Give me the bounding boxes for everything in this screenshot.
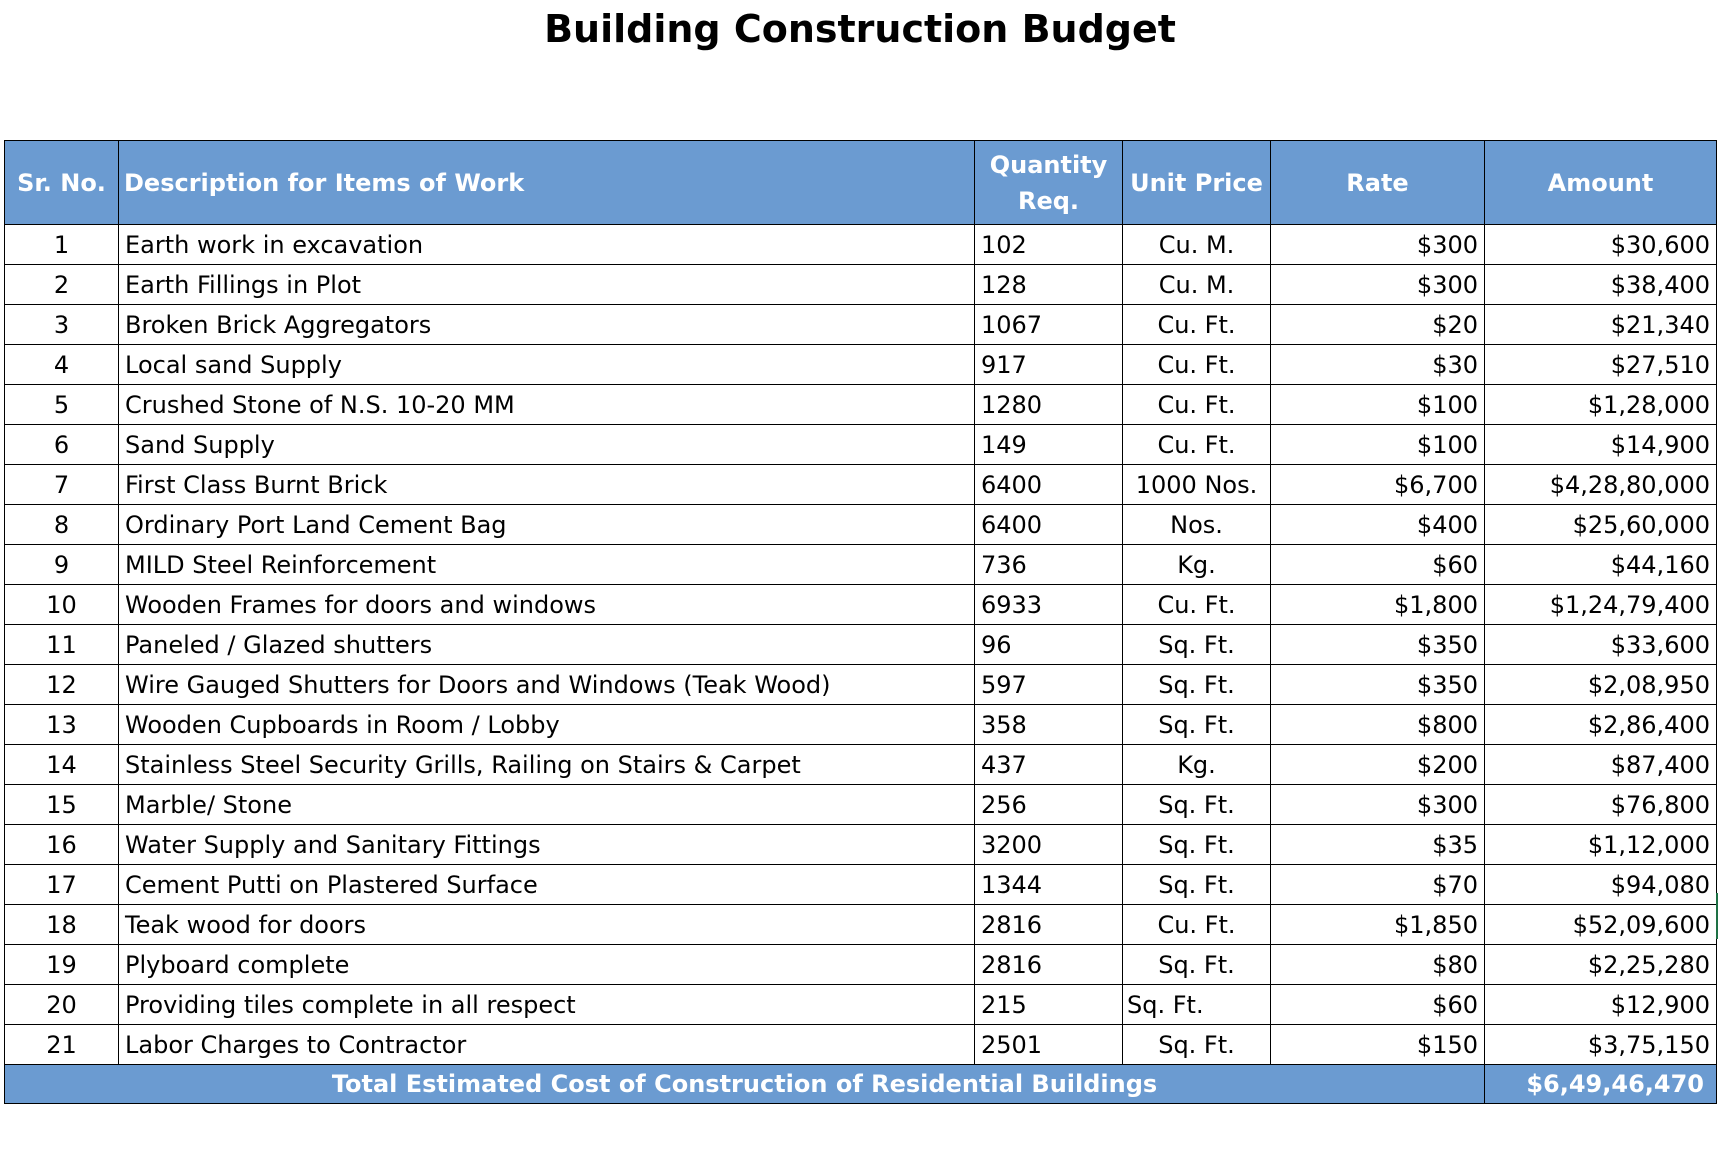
cell-amount[interactable]: $12,900	[1485, 985, 1717, 1025]
cell-rate[interactable]: $300	[1271, 225, 1485, 265]
header-description[interactable]: Description for Items of Work	[119, 141, 975, 225]
cell-rate[interactable]: $800	[1271, 705, 1485, 745]
cell-amount[interactable]: $27,510	[1485, 345, 1717, 385]
cell-sr-no[interactable]: 7	[5, 465, 119, 505]
table-row	[5, 225, 1717, 265]
cell-amount[interactable]: $2,86,400	[1485, 705, 1717, 745]
cell-rate[interactable]: $60	[1271, 985, 1485, 1025]
cell-sr-no[interactable]: 2	[5, 265, 119, 305]
cell-amount[interactable]: $3,75,150	[1485, 1025, 1717, 1065]
cell-rate[interactable]: $400	[1271, 505, 1485, 545]
cell-sr-no[interactable]: 14	[5, 745, 119, 785]
cell-unit-price[interactable]: Sq. Ft.	[1123, 945, 1271, 985]
cell-sr-no[interactable]: 9	[5, 545, 119, 585]
cell-rate[interactable]: $70	[1271, 865, 1485, 905]
table-row	[5, 905, 1717, 945]
cell-sr-no[interactable]: 19	[5, 945, 119, 985]
table-row	[5, 305, 1717, 345]
total-row	[5, 1065, 1717, 1104]
cell-description[interactable]: Labor Charges to Contractor	[119, 1025, 975, 1065]
table-row	[5, 625, 1717, 665]
budget-table	[4, 140, 1717, 1104]
table-row	[5, 705, 1717, 745]
cell-sr-no[interactable]: 13	[5, 705, 119, 745]
cell-amount[interactable]: $2,25,280	[1485, 945, 1717, 985]
cell-sr-no[interactable]: 20	[5, 985, 119, 1025]
cell-quantity[interactable]: 2816	[975, 905, 1123, 945]
cell-sr-no[interactable]: 5	[5, 385, 119, 425]
page-title: Building Construction Budget	[544, 7, 1176, 51]
cell-unit-price[interactable]: 1000 Nos.	[1123, 465, 1271, 505]
cell-rate[interactable]: $1,850	[1271, 905, 1485, 945]
cell-unit-price[interactable]: Sq. Ft.	[1123, 825, 1271, 865]
cell-description[interactable]: Earth work in excavation	[119, 225, 975, 265]
cell-rate[interactable]: $35	[1271, 825, 1485, 865]
cell-amount[interactable]: $38,400	[1485, 265, 1717, 305]
cell-description[interactable]: MILD Steel Reinforcement	[119, 545, 975, 585]
table-row	[5, 985, 1717, 1025]
cell-unit-price[interactable]: Kg.	[1123, 745, 1271, 785]
cell-rate[interactable]: $100	[1271, 425, 1485, 465]
cell-quantity[interactable]: 149	[975, 425, 1123, 465]
header-sr-no[interactable]: Sr. No.	[5, 141, 119, 225]
cell-rate[interactable]: $300	[1271, 265, 1485, 305]
cell-quantity[interactable]: 2501	[975, 1025, 1123, 1065]
cell-sr-no[interactable]: 16	[5, 825, 119, 865]
cell-description[interactable]: Wire Gauged Shutters for Doors and Windows (Teak Wood)	[119, 665, 975, 705]
cell-quantity[interactable]: 2816	[975, 945, 1123, 985]
cell-sr-no[interactable]: 3	[5, 305, 119, 345]
cell-rate[interactable]: $80	[1271, 945, 1485, 985]
cell-rate[interactable]: $1,800	[1271, 585, 1485, 625]
cell-quantity[interactable]: 6400	[975, 505, 1123, 545]
cell-description[interactable]: Broken Brick Aggregators	[119, 305, 975, 345]
cell-description[interactable]: Wooden Frames for doors and windows	[119, 585, 975, 625]
cell-amount[interactable]: $76,800	[1485, 785, 1717, 825]
cell-amount[interactable]: $1,12,000	[1485, 825, 1717, 865]
cell-quantity[interactable]: 1344	[975, 865, 1123, 905]
cell-quantity[interactable]: 1280	[975, 385, 1123, 425]
cell-quantity[interactable]: 215	[975, 985, 1123, 1025]
cell-amount[interactable]: $30,600	[1485, 225, 1717, 265]
cell-description[interactable]: Crushed Stone of N.S. 10-20 MM	[119, 385, 975, 425]
cell-unit-price[interactable]: Sq. Ft.	[1123, 665, 1271, 705]
cell-sr-no[interactable]: 11	[5, 625, 119, 665]
cell-unit-price[interactable]: Sq. Ft.	[1123, 785, 1271, 825]
cell-rate[interactable]: $20	[1271, 305, 1485, 345]
cell-description[interactable]: Local sand Supply	[119, 345, 975, 385]
cell-quantity[interactable]: 6400	[975, 465, 1123, 505]
table-row	[5, 1025, 1717, 1065]
cell-unit-price[interactable]: Cu. Ft.	[1123, 585, 1271, 625]
cell-description[interactable]: Ordinary Port Land Cement Bag	[119, 505, 975, 545]
cell-amount[interactable]: $21,340	[1485, 305, 1717, 345]
cell-unit-price[interactable]: Cu. Ft.	[1123, 385, 1271, 425]
total-amount[interactable]: $6,49,46,470	[1485, 1065, 1717, 1104]
cell-quantity[interactable]: 358	[975, 705, 1123, 745]
header-rate[interactable]: Rate	[1271, 141, 1485, 225]
cell-unit-price[interactable]: Sq. Ft.	[1123, 625, 1271, 665]
cell-unit-price[interactable]: Cu. M.	[1123, 225, 1271, 265]
cell-unit-price[interactable]: Sq. Ft.	[1123, 705, 1271, 745]
table-row	[5, 265, 1717, 305]
cell-amount[interactable]: $14,900	[1485, 425, 1717, 465]
cell-unit-price[interactable]: Sq. Ft.	[1123, 985, 1271, 1025]
cell-sr-no[interactable]: 1	[5, 225, 119, 265]
cell-quantity[interactable]: 597	[975, 665, 1123, 705]
cell-quantity[interactable]: 6933	[975, 585, 1123, 625]
table-row	[5, 665, 1717, 705]
cell-amount[interactable]: $87,400	[1485, 745, 1717, 785]
cell-amount[interactable]: $52,09,600	[1485, 905, 1717, 945]
table-row	[5, 465, 1717, 505]
cell-quantity[interactable]: 128	[975, 265, 1123, 305]
cell-unit-price[interactable]: Sq. Ft.	[1123, 1025, 1271, 1065]
cell-amount[interactable]: $1,24,79,400	[1485, 585, 1717, 625]
cell-sr-no[interactable]: 12	[5, 665, 119, 705]
cell-amount[interactable]: $94,080	[1485, 865, 1717, 905]
table-row	[5, 385, 1717, 425]
header-quantity-line2: Req.	[1017, 186, 1080, 215]
header-quantity-line1: Quantity	[989, 150, 1108, 179]
table-row	[5, 585, 1717, 625]
cell-quantity[interactable]: 437	[975, 745, 1123, 785]
cell-unit-price[interactable]: Cu. Ft.	[1123, 905, 1271, 945]
cell-sr-no[interactable]: 10	[5, 585, 119, 625]
cell-description[interactable]: Sand Supply	[119, 425, 975, 465]
cell-amount[interactable]: $25,60,000	[1485, 505, 1717, 545]
cell-unit-price[interactable]: Cu. Ft.	[1123, 345, 1271, 385]
cell-description[interactable]: Earth Fillings in Plot	[119, 265, 975, 305]
header-unit-price[interactable]: Unit Price	[1123, 141, 1271, 225]
header-row	[5, 141, 1717, 225]
cell-sr-no[interactable]: 8	[5, 505, 119, 545]
cell-sr-no[interactable]: 4	[5, 345, 119, 385]
cell-description[interactable]: First Class Burnt Brick	[119, 465, 975, 505]
table-row	[5, 825, 1717, 865]
cell-quantity[interactable]: 256	[975, 785, 1123, 825]
cell-sr-no[interactable]: 21	[5, 1025, 119, 1065]
table-row	[5, 345, 1717, 385]
cell-description[interactable]: Plyboard complete	[119, 945, 975, 985]
cell-amount[interactable]: $33,600	[1485, 625, 1717, 665]
header-amount[interactable]: Amount	[1485, 141, 1717, 225]
table-row	[5, 505, 1717, 545]
cell-rate[interactable]: $350	[1271, 625, 1485, 665]
cell-quantity[interactable]: 736	[975, 545, 1123, 585]
cell-sr-no[interactable]: 18	[5, 905, 119, 945]
cell-description[interactable]: Water Supply and Sanitary Fittings	[119, 825, 975, 865]
cell-amount[interactable]: $44,160	[1485, 545, 1717, 585]
cell-amount[interactable]: $2,08,950	[1485, 665, 1717, 705]
cell-description[interactable]: Stainless Steel Security Grills, Railing on Stairs & Carpet	[119, 745, 975, 785]
table-row	[5, 865, 1717, 905]
cell-unit-price[interactable]: Nos.	[1123, 505, 1271, 545]
cell-description[interactable]: Cement Putti on Plastered Surface	[119, 865, 975, 905]
cell-description[interactable]: Providing tiles complete in all respect	[119, 985, 975, 1025]
table-row	[5, 545, 1717, 585]
cell-rate[interactable]: $200	[1271, 745, 1485, 785]
cell-description[interactable]: Paneled / Glazed shutters	[119, 625, 975, 665]
cell-quantity[interactable]: 3200	[975, 825, 1123, 865]
cell-description[interactable]: Marble/ Stone	[119, 785, 975, 825]
cell-rate[interactable]: $60	[1271, 545, 1485, 585]
cell-rate[interactable]: $150	[1271, 1025, 1485, 1065]
cell-rate[interactable]: $100	[1271, 385, 1485, 425]
table-row	[5, 745, 1717, 785]
cell-unit-price[interactable]: Cu. Ft.	[1123, 305, 1271, 345]
cell-sr-no[interactable]: 17	[5, 865, 119, 905]
cell-quantity[interactable]: 1067	[975, 305, 1123, 345]
cell-description[interactable]: Wooden Cupboards in Room / Lobby	[119, 705, 975, 745]
cell-sr-no[interactable]: 6	[5, 425, 119, 465]
cell-unit-price[interactable]: Kg.	[1123, 545, 1271, 585]
table-row	[5, 785, 1717, 825]
cell-quantity[interactable]: 102	[975, 225, 1123, 265]
cell-quantity[interactable]: 96	[975, 625, 1123, 665]
total-label[interactable]: Total Estimated Cost of Construction of Residential Buildings	[5, 1065, 1485, 1104]
cell-unit-price[interactable]: Cu. Ft.	[1123, 425, 1271, 465]
cell-rate[interactable]: $30	[1271, 345, 1485, 385]
cell-amount[interactable]: $4,28,80,000	[1485, 465, 1717, 505]
cell-unit-price[interactable]: Sq. Ft.	[1123, 865, 1271, 905]
cell-description[interactable]: Teak wood for doors	[119, 905, 975, 945]
cell-sr-no[interactable]: 15	[5, 785, 119, 825]
table-row	[5, 425, 1717, 465]
cell-quantity[interactable]: 917	[975, 345, 1123, 385]
cell-rate[interactable]: $350	[1271, 665, 1485, 705]
cell-selection-edge	[1716, 893, 1718, 939]
cell-rate[interactable]: $6,700	[1271, 465, 1485, 505]
table-row	[5, 945, 1717, 985]
cell-unit-price[interactable]: Cu. M.	[1123, 265, 1271, 305]
cell-amount[interactable]: $1,28,000	[1485, 385, 1717, 425]
cell-rate[interactable]: $300	[1271, 785, 1485, 825]
header-quantity[interactable]	[975, 141, 1123, 225]
